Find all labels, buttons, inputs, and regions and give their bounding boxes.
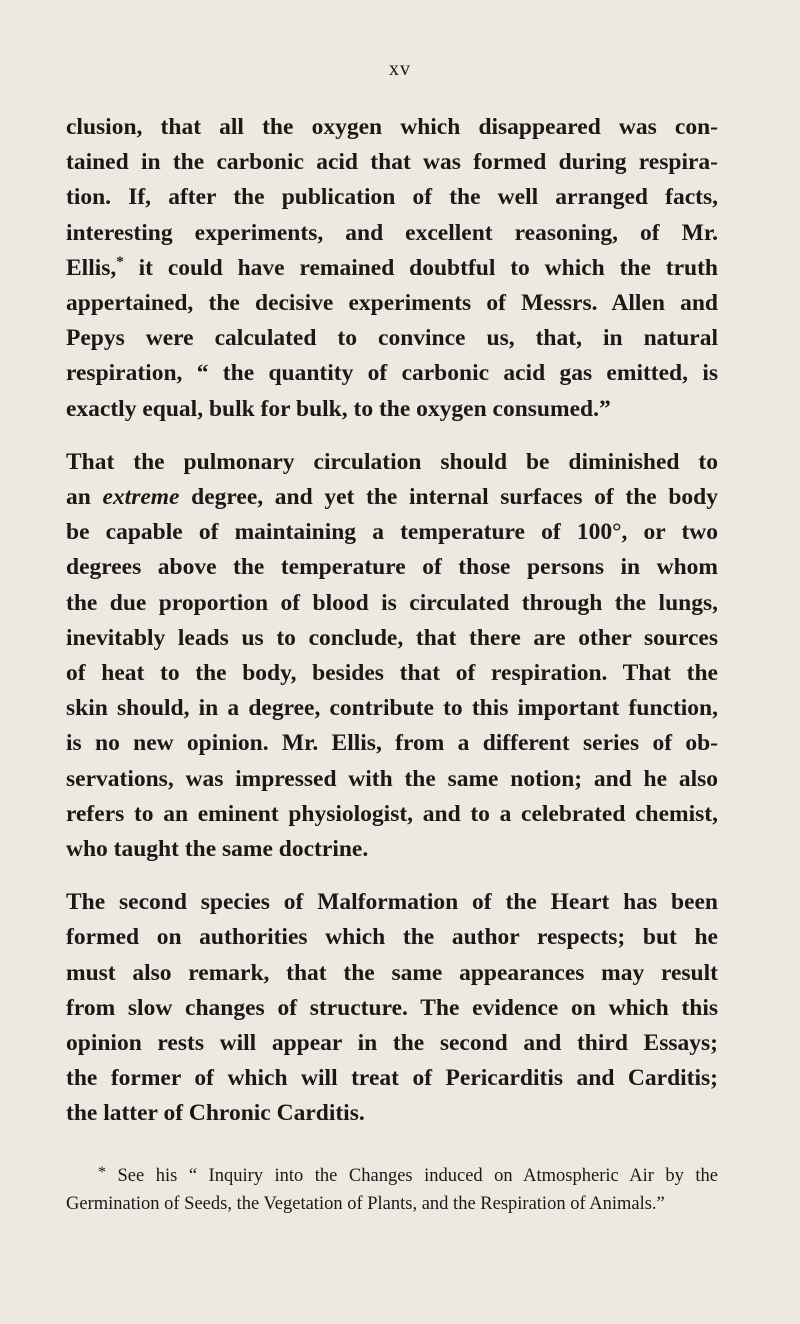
text-line: The second species of Malformation of the Heart has been [66,889,718,916]
text-line: skin should, in a degree, contribute to this important function, [66,695,718,722]
footnote-line [66,1162,718,1190]
text-line: appertained, the decisive experiments of Messrs. Allen and [66,290,718,317]
page-number: xv [389,58,411,80]
footnote-marker: * [98,1163,106,1181]
text-line: be capable of maintaining a temperature of 100°, or two [66,519,718,546]
text-line [66,480,718,515]
text-line: servations, was impressed with the same notion; and he also [66,765,718,792]
footnote-line: Germination of Seeds, the Vegetation of Plants, and the Respiration of Animals.” [66,1193,665,1214]
text-line: tion. If, after the publication of the well arranged facts, [66,184,718,211]
footnote [66,1162,718,1218]
text-line: Pepys were calculated to convince us, that, in natural [66,325,718,352]
text-line: opinion rests will appear in the second and third Essays; [66,1030,718,1057]
text-line: the former of which will treat of Pericarditis and Carditis; [66,1065,718,1092]
text-line: the latter of Chronic Carditis. [66,1100,365,1127]
text-fragment: an [66,484,103,511]
text-fragment: it could have remained doubtful to which the truth [123,254,718,281]
paragraph-2 [66,445,718,867]
text-fragment: Ellis, [66,254,117,281]
text-line: That the pulmonary circulation should be diminished to [66,448,718,475]
text-fragment: See his “ Inquiry into the Changes induced on Atmospheric Air by the [106,1165,718,1186]
text-line: of heat to the body, besides that of respiration. That the [66,660,718,687]
text-line: respiration, “ the quantity of carbonic acid gas emitted, is [66,360,718,387]
italic-emphasis: extreme [102,484,180,511]
text-line: refers to an eminent physiologist, and to a celebrated chemist, [66,800,718,827]
text-line: interesting experiments, and excellent reasoning, of Mr. [66,219,718,246]
text-line: clusion, that all the oxygen which disappeared was con- [66,114,718,140]
text-line: the due proportion of blood is circulated through the lungs, [66,589,718,616]
text-line: from slow changes of structure. The evidence on which this [66,994,718,1021]
text-line: inevitably leads us to conclude, that there are other sources [66,624,718,651]
text-line: who taught the same doctrine. [66,836,369,863]
text-fragment: degree, and yet the internal surfaces of the body [179,484,718,511]
text-line: must also remark, that the same appearances may result [66,959,718,986]
footnote-reference: * [116,253,124,270]
paragraph-1 [66,110,718,427]
body-text [66,110,718,1218]
text-line: is no new opinion. Mr. Ellis, from a different series of ob- [66,730,718,757]
text-line [66,251,718,286]
text-line: exactly equal, bulk for bulk, to the oxygen consumed.” [66,395,611,422]
text-line: degrees above the temperature of those persons in whom [66,554,718,581]
text-line: formed on authorities which the author respects; but he [66,924,718,951]
text-line: tained in the carbonic acid that was formed during respira- [66,149,718,176]
paragraph-3 [66,885,718,1131]
